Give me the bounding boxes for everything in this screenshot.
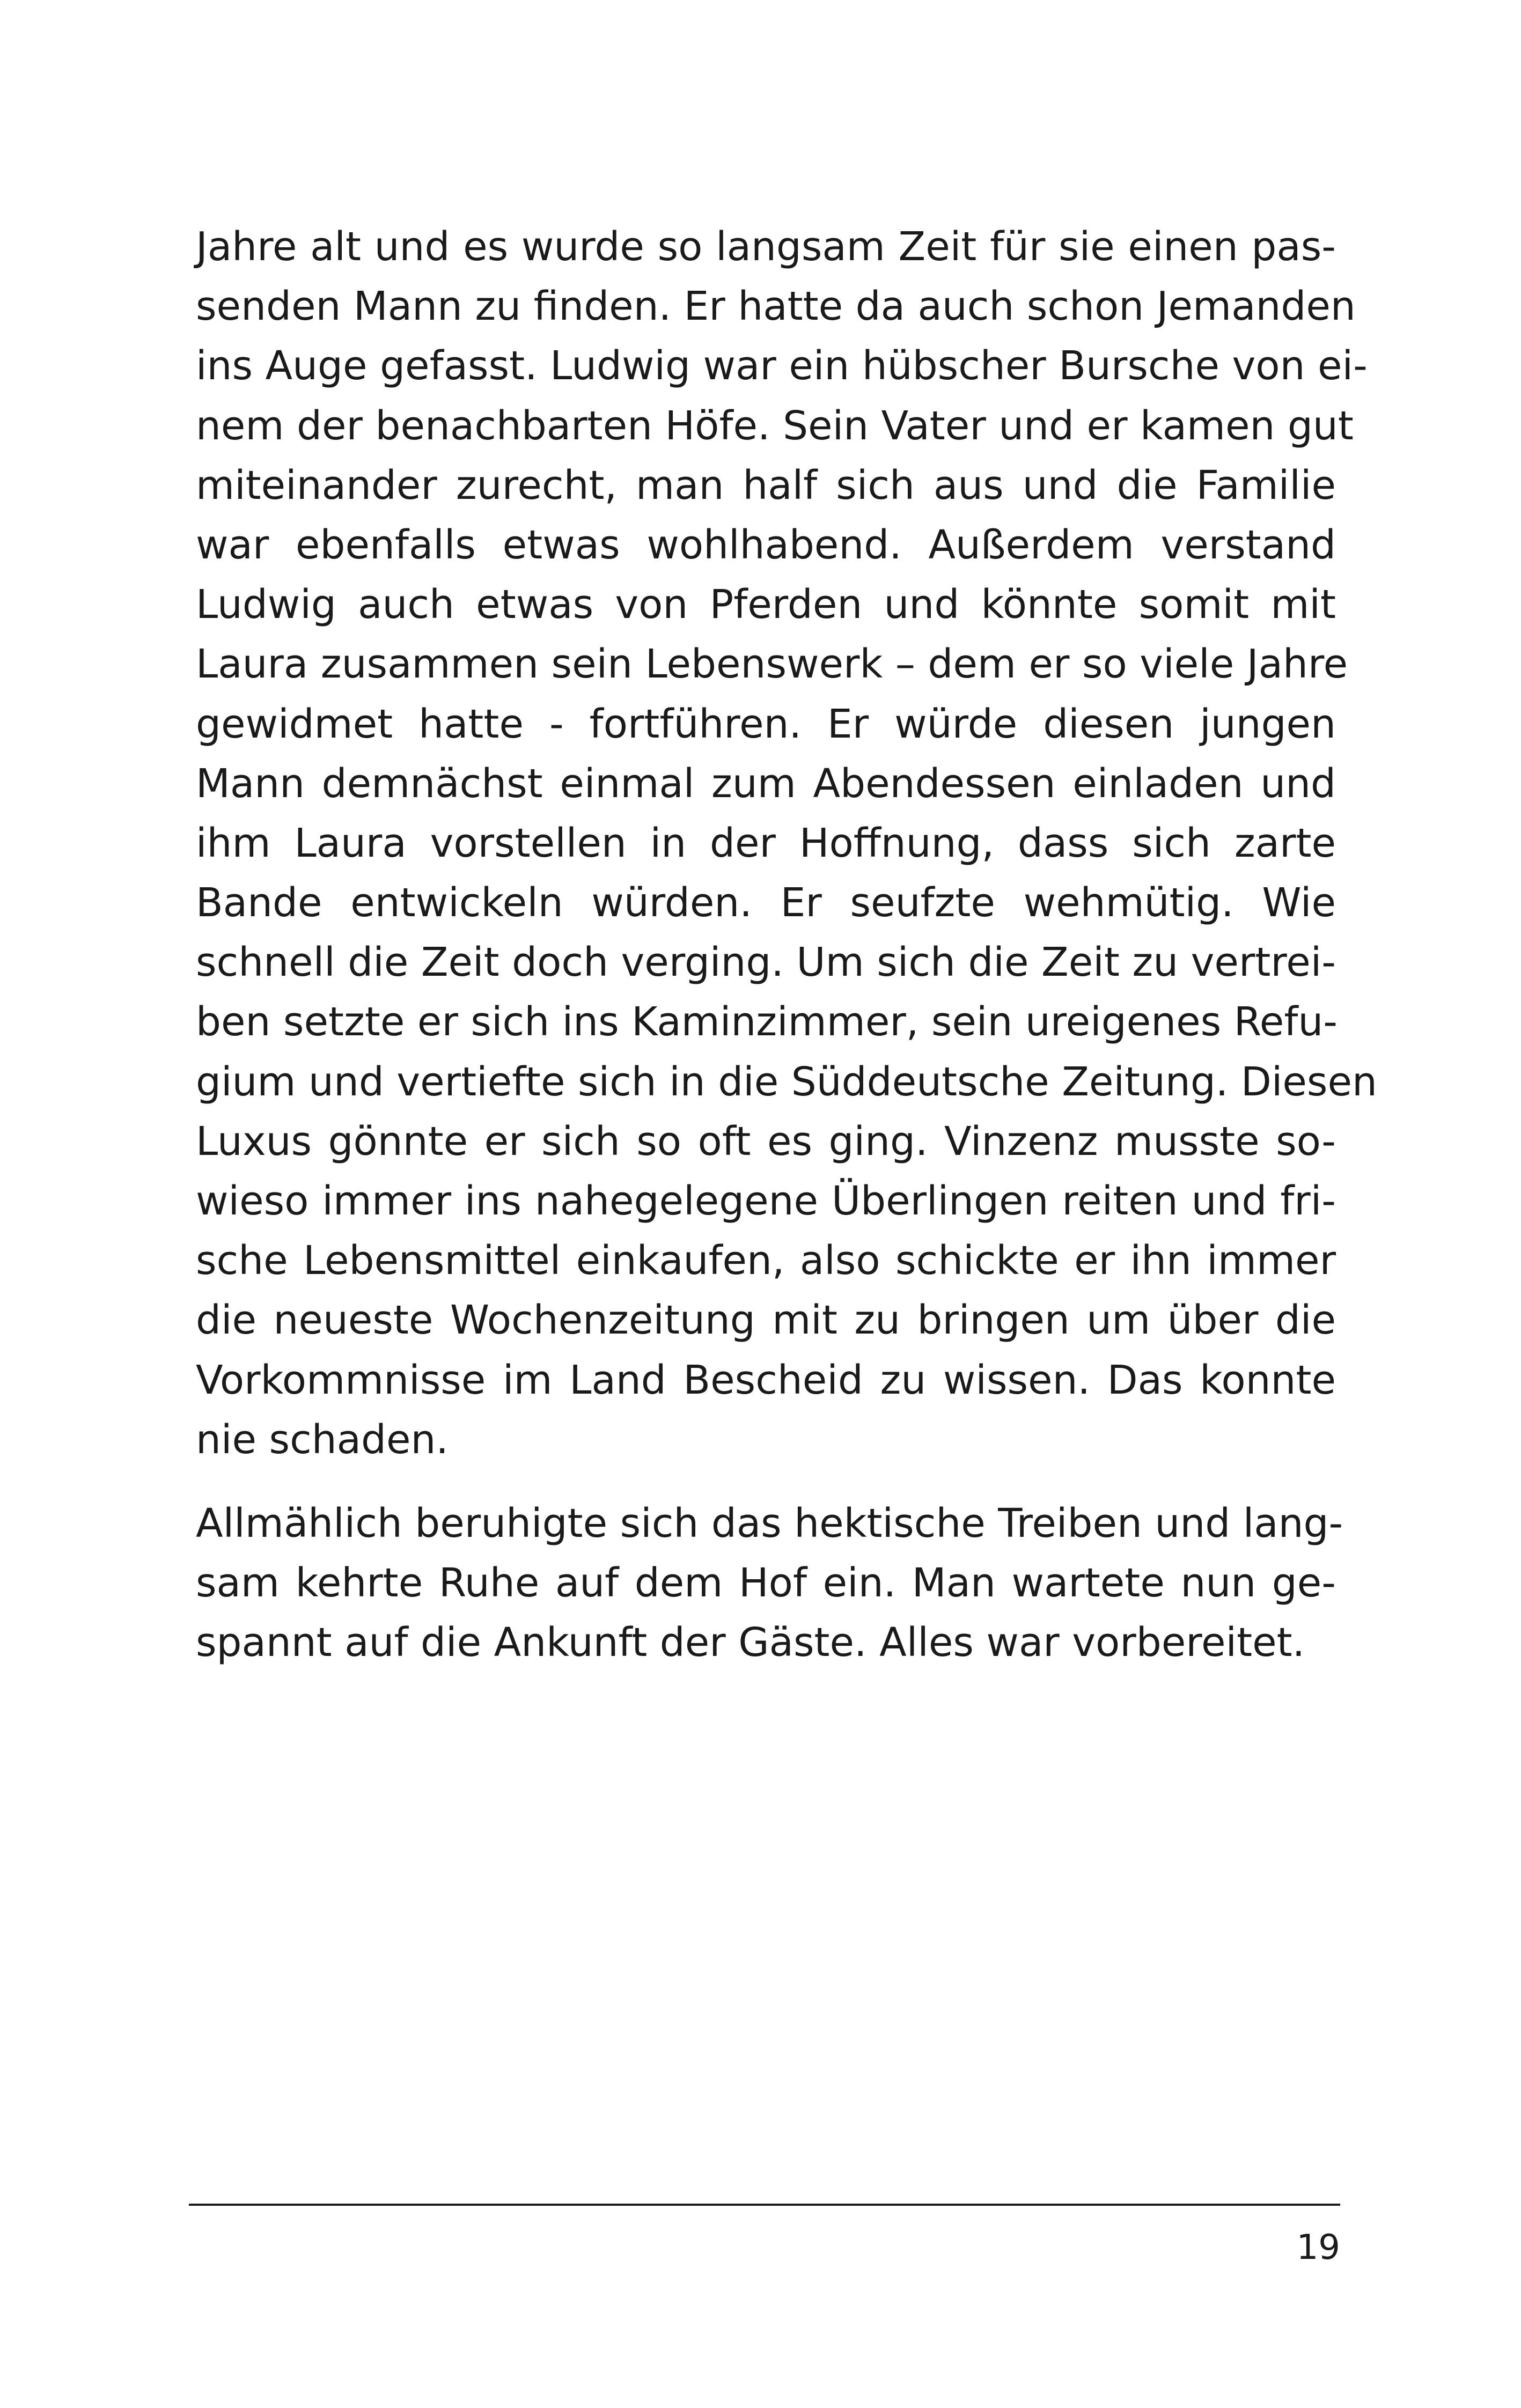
paragraph (196, 217, 1377, 1470)
paragraph-gap (196, 1470, 1336, 1494)
text-line: Laura zusammen sein Lebenswerk – dem er so viele Jahre (196, 641, 1348, 688)
text-line: wieso immer ins nahegelegene Überlingen reiten und fri- (196, 1178, 1336, 1224)
text-line: schnell die Zeit doch verging. Um sich die Zeit zu vertrei- (196, 939, 1336, 986)
text-line: sam kehrte Ruhe auf dem Hof ein. Man wartete nun ge- (196, 1560, 1336, 1607)
text-line: gewidmet hatte - fortführen. Er würde diesen jungen (196, 701, 1336, 747)
paragraph (196, 1494, 1343, 1673)
text-line: Luxus gönnte er sich so oft es ging. Vinzenz musste so- (196, 1118, 1336, 1165)
text-line: Mann demnächst einmal zum Abendessen einladen und (196, 760, 1336, 807)
text-line: ihm Laura vorstellen in der Hoffnung, dass sich zarte (196, 820, 1336, 866)
text-line: nem der benachbarten Höfe. Sein Vater und er kamen gut (196, 402, 1354, 449)
text-line: ben setzte er sich ins Kaminzimmer, sein ureigenes Refu- (196, 999, 1338, 1045)
text-line: spannt auf die Ankunft der Gäste. Alles war vorbereitet. (196, 1619, 1305, 1666)
text-line: senden Mann zu finden. Er hatte da auch schon Jemanden (196, 283, 1356, 330)
text-line: Vorkommnisse im Land Bescheid zu wissen. Das konnte (196, 1357, 1336, 1403)
body-text (196, 217, 1377, 1673)
text-line: Allmählich beruhigte sich das hektische Treiben und lang- (196, 1500, 1343, 1547)
text-line: gium und vertiefte sich in die Süddeutsche Zeitung. Diesen (196, 1058, 1377, 1105)
text-line: Bande entwickeln würden. Er seufzte wehmütig. Wie (196, 880, 1336, 926)
text-line: war ebenfalls etwas wohlhabend. Außerdem verstand (196, 521, 1336, 568)
text-line: die neueste Wochenzeitung mit zu bringen um über die (196, 1297, 1336, 1344)
text-line: nie schaden. (196, 1416, 449, 1463)
footer-divider (189, 2204, 1340, 2206)
text-line: sche Lebensmittel einkaufen, also schickte er ihn immer (196, 1238, 1336, 1284)
text-line: ins Auge gefasst. Ludwig war ein hübscher Bursche von ei- (196, 343, 1368, 389)
text-line: Ludwig auch etwas von Pferden und könnte somit mit (196, 581, 1336, 628)
text-line: miteinander zurecht, man half sich aus und die Familie (196, 462, 1336, 509)
text-line: Jahre alt und es wurde so langsam Zeit für sie einen pas- (196, 224, 1336, 270)
page-number: 19 (1296, 2228, 1340, 2267)
